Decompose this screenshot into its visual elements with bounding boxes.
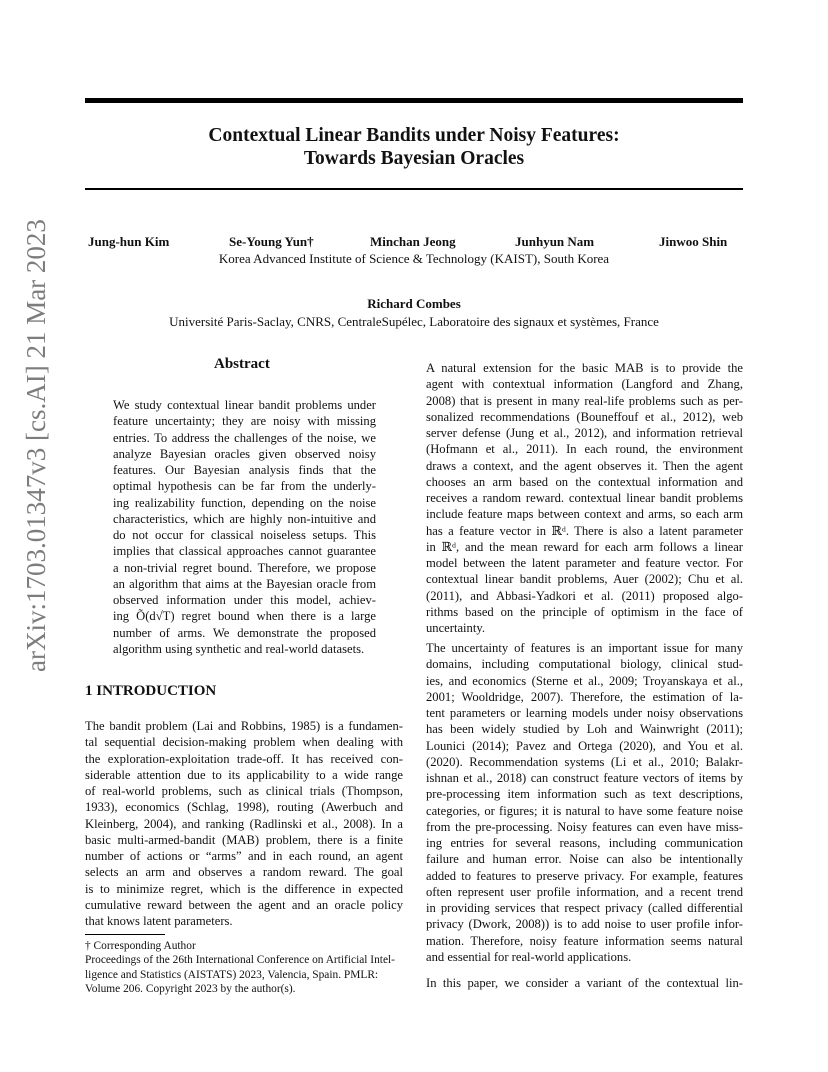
text-line: ies, and economics (Sterne et al., 2009; Troyanskaya et al., [426, 673, 743, 688]
abstract-heading: Abstract [214, 356, 270, 372]
text-line: receives a random reward. contextual linear bandit problems [426, 491, 743, 505]
text-line: feature uncertainty; they are noisy with missing [113, 414, 376, 429]
text-line: Lounici (2014); Pavez and Ortega (2020), and You et al. [426, 738, 743, 753]
text-line: We study contextual linear bandit problems under [113, 398, 376, 412]
text-line: number of arms. We demonstrate the proposed [113, 625, 376, 640]
author-name: Jung-hun Kim [88, 234, 170, 249]
text-line: The uncertainty of features is an important issue for many [426, 641, 743, 655]
footnote-line: Volume 206. Copyright 2023 by the author(s). [85, 982, 296, 995]
text-line: characteristics, which are highly non-intuitive and [113, 511, 376, 526]
text-line: failure and human error. Noise can also be intentionally [426, 852, 743, 867]
title-bottom-rule [85, 188, 743, 190]
text-line: uncertainty. [426, 621, 485, 635]
text-line: analyze Bayesian oracles given observed noisy [113, 446, 376, 461]
footnote-line: ligence and Statistics (AISTATS) 2023, Valencia, Spain. PMLR: [85, 968, 379, 981]
body-paragraph [426, 640, 743, 965]
text-line: 1933), economics (Schlag, 1998), routing (Awerbuch and [85, 800, 403, 815]
text-line: selects an arm and observes a random reward. The goal [85, 865, 403, 880]
text-line: contextual linear bandit problems, Auer (2002); Chu et al. [426, 572, 743, 587]
text-line: (2011), and Abbasi-Yadkori et al. (2011) proposed algo- [426, 588, 743, 603]
text-line: draws a context, and the agent observes it. Then the agent [426, 458, 743, 473]
text-line: do not occur for classical noiseless setups. This [113, 528, 376, 542]
text-line: agent with contextual information (Langford and Zhang, [426, 377, 743, 392]
text-line: In this paper, we consider a variant of the contextual lin- [426, 976, 743, 990]
author-name: Richard Combes [367, 296, 461, 311]
text-line: server defense (Jung et al., 2012), and information retrieval [426, 426, 743, 440]
arxiv-identifier: arXiv:1703.01347v3 [cs.AI] 21 Mar 2023 [21, 219, 51, 672]
title-top-rule [85, 98, 743, 103]
affiliation-paris-saclay: Université Paris-Saclay, CNRS, CentraleSupélec, Laboratoire des signaux et systèmes, France [169, 314, 659, 329]
body-paragraph [426, 975, 743, 991]
text-line: ishnan et al., 2018) can construct feature vectors of items by [426, 771, 743, 785]
author-name: Se-Young Yun† [229, 234, 314, 249]
text-line: of real-world problems, such as clinical trials (Thompson, [85, 784, 403, 798]
title-line-2: Towards Bayesian Oracles [303, 148, 525, 169]
footnote-line: † Corresponding Author [85, 940, 196, 952]
text-line: domains, including computational biology, clinical stud- [426, 657, 743, 672]
text-line: model between the latent parameter and feature vector. For [426, 556, 743, 570]
text-line: often represent user profile information, and a recent trend [426, 884, 743, 899]
body-paragraph [426, 360, 743, 636]
text-line: sonalized recommendations (Bouneffouf et al., 2012), web [426, 409, 743, 424]
text-line: the exploration-exploitation trade-off. It has received con- [85, 751, 403, 766]
text-line: categories, or figures; it is natural to have some feature noise [426, 803, 743, 818]
abstract-body [113, 397, 376, 657]
text-line: optimal hypothesis can be far from the underly- [113, 479, 376, 494]
title-line-1: Contextual Linear Bandits under Noisy Features: [208, 125, 620, 146]
text-line: The bandit problem (Lai and Robbins, 1985) is a fundamen- [85, 719, 403, 733]
text-line: features. Our Bayesian analysis finds that the [113, 463, 376, 477]
text-line: observed information under this model, achiev- [113, 593, 376, 607]
text-line: and essential for real-world applications. [426, 949, 632, 964]
text-line: privacy (Dwork, 2008)) is to add noise to user profile infor- [426, 917, 743, 932]
text-line: has a feature vector in ℝᵈ. There is also a latent parameter [426, 523, 743, 538]
text-line: tent parameters or learning models under noisy observations [426, 706, 743, 720]
text-line: an algorithm that aims at the Bayesian oracle from [113, 576, 376, 591]
text-line: a non-trivial regret bound. Therefore, we propose [113, 560, 376, 575]
text-line: in ℝᵈ, and the mean reward for each arm follows a linear [426, 539, 743, 554]
text-line: algorithm using synthetic and real-world datasets. [113, 641, 365, 656]
intro-paragraph [85, 718, 403, 929]
text-line: has been widely studied by Loh and Wainwright (2011); [426, 722, 743, 737]
text-line: A natural extension for the basic MAB is to provide the [426, 361, 743, 375]
text-line: is to minimize regret, which is the difference in expected [85, 881, 403, 896]
author-name: Minchan Jeong [370, 234, 456, 249]
text-line: 2008) that is present in many real-life problems such as per- [426, 393, 743, 408]
text-line: in providing services that respect privacy (called differential [426, 901, 743, 915]
text-line: 2001; Wooldridge, 2007). Therefore, the estimation of la- [426, 689, 743, 704]
text-line: number of actions or “arms” and in each round, an agent [85, 849, 403, 863]
footnote-line: Proceedings of the 26th International Conference on Artificial Intel- [85, 954, 395, 967]
text-line: tal sequential decision-making problem when dealing with [85, 735, 403, 750]
author-name: Jinwoo Shin [659, 234, 728, 249]
text-line: siderable attention due to its applicability to a wide range [85, 767, 403, 782]
affiliation-kaist: Korea Advanced Institute of Science & Technology (KAIST), South Korea [218, 251, 610, 266]
text-line: ing entries for several reasons, including communication [426, 836, 743, 850]
section-heading: 1 INTRODUCTION [85, 683, 217, 699]
text-line: implies that classical approaches cannot guarantee [113, 544, 376, 559]
text-line: (Hofmann et al., 2011). In each round, the environment [426, 442, 743, 457]
text-line: Kleinberg, 2004), and ranking (Radlinski et al., 2008). In a [85, 816, 403, 831]
text-line: include feature maps between context and arms, so each arm [426, 507, 743, 522]
text-line: pre-processing item information such as text descriptions, [426, 787, 743, 802]
text-line: from the pre-processing. Noisy features can even have miss- [426, 819, 743, 834]
footnote-rule [85, 934, 165, 935]
text-line: (2020). Recommendation systems (Li et al., 2010; Balakr- [426, 754, 743, 769]
text-line: chooses an arm based on the contextual information and [426, 474, 743, 489]
author-name: Junhyun Nam [515, 234, 595, 249]
text-line: entries. To address the challenges of the noise, we [113, 430, 376, 445]
text-line: that knows latent parameters. [85, 914, 233, 928]
text-line: added to features to preserve privacy. For example, features [426, 868, 743, 883]
text-line: rithms based on the principle of optimism in the face of [426, 604, 743, 619]
paper-title [85, 124, 743, 170]
text-line: basic multi-armed-bandit (MAB) problem, there is a finite [85, 832, 403, 847]
text-line: ing Õ(d√T) regret bound when there is a large [113, 609, 376, 624]
text-line: mation. Therefore, noisy feature information seems natural [426, 933, 743, 948]
text-line: cumulative reward between the agent and an oracle policy [85, 897, 403, 912]
footnote [85, 939, 405, 996]
text-line: ing realizability function, depending on the noise [113, 495, 376, 510]
